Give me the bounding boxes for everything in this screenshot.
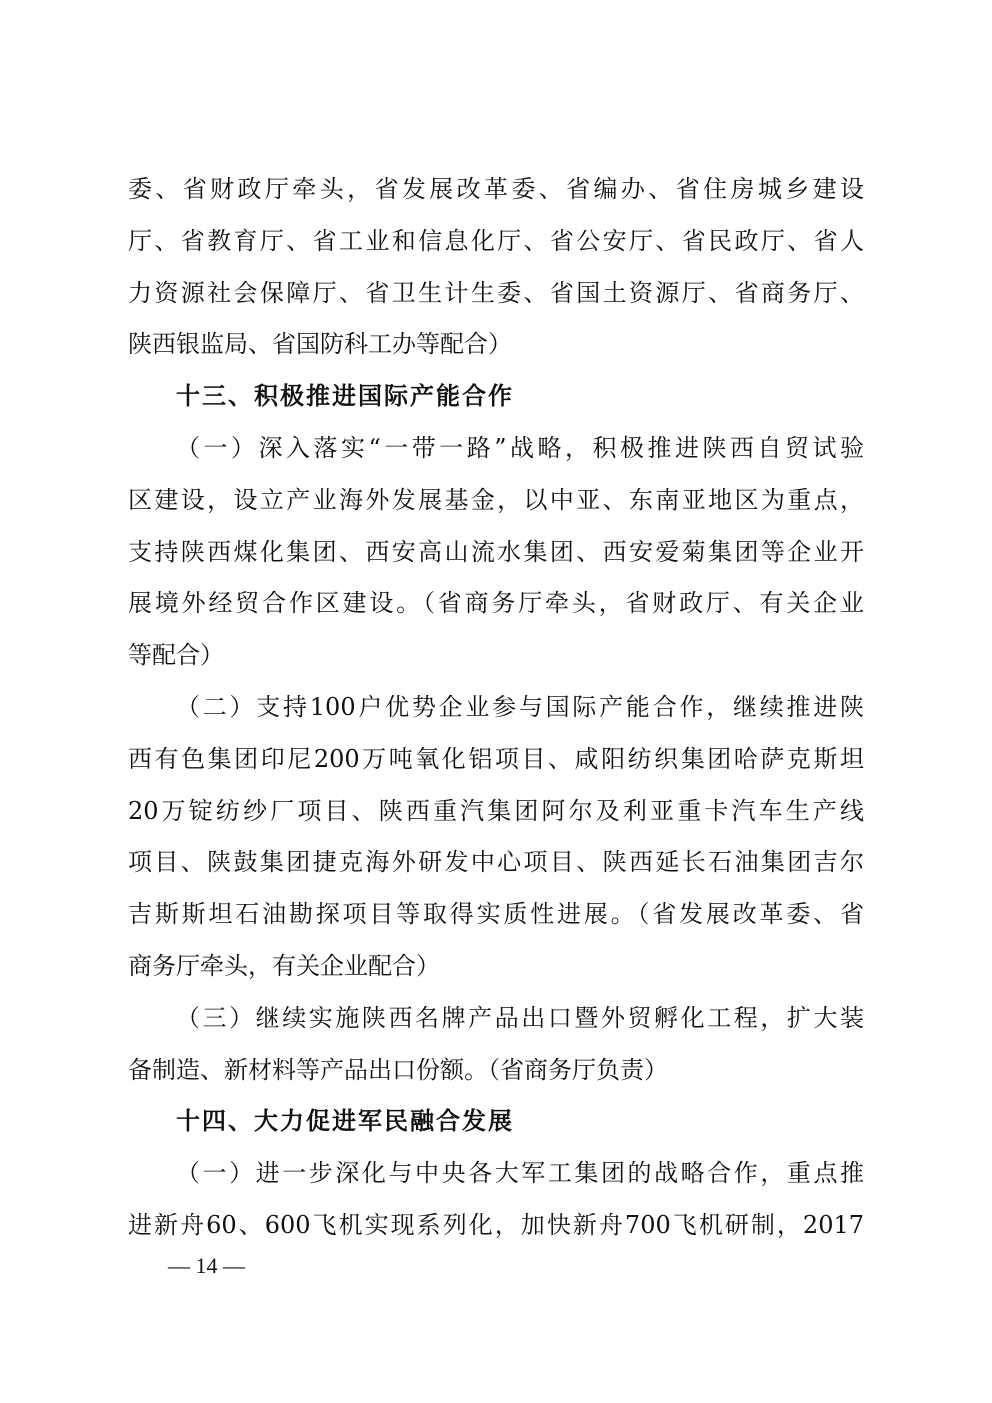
paragraph-line: 吉斯斯坦石油勘探项目等取得实质性进展。（省发展改革委、省 [128,900,864,929]
paragraph-line: 陕西银监局、省国防科工办等配合） [128,330,512,359]
paragraph-line: 委、省财政厅牵头，省发展改革委、省编办、省住房城乡建设 [128,175,864,203]
paragraph-line: 力资源社会保障厅、省卫生计生委、省国土资源厅、省商务厅、 [128,278,864,307]
paragraph-line: 西有色集团印尼200万吨氧化铝项目、咸阳纺织集团哈萨克斯坦 [128,744,864,773]
paragraph-line: 备制造、新材料等产品出口份额。（省商务厅负责） [128,1055,668,1084]
section-heading: 十四、大力促进军民融合发展 [176,1107,514,1136]
paragraph-line: 商务厅牵头，有关企业配合） [128,951,440,980]
paragraph-line: （三）继续实施陕西名牌产品出口暨外贸孵化工程，扩大装 [176,1003,864,1032]
section-heading: 十三、积极推进国际产能合作 [176,382,514,411]
paragraph-line: 展境外经贸合作区建设。（省商务厅牵头，省财政厅、有关企业 [128,589,864,618]
paragraph-line: （二）支持100户优势企业参与国际产能合作，继续推进陕 [176,692,864,721]
paragraph-line: 支持陕西煤化集团、西安高山流水集团、西安爱菊集团等企业开 [128,537,864,566]
paragraph-line: 进新舟60、600飞机实现系列化，加快新舟700飞机研制，2017 [128,1210,864,1239]
paragraph-line: （一）深入落实“一带一路”战略，积极推进陕西自贸试验 [176,433,864,462]
paragraph-line: 项目、陕鼓集团捷克海外研发中心项目、陕西延长石油集团吉尔 [128,848,864,877]
body-text [128,164,864,1252]
paragraph-line: （一）进一步深化与中央各大军工集团的战略合作，重点推 [176,1159,864,1188]
page-number: — 14 — [168,1253,245,1278]
paragraph-line: 厅、省教育厅、省工业和信息化厅、省公安厅、省民政厅、省人 [128,226,864,255]
paragraph-line: 20万锭纺纱厂项目、陕西重汽集团阿尔及利亚重卡汽车生产线 [128,796,864,825]
paragraph-line: 区建设，设立产业海外发展基金，以中亚、东南亚地区为重点， [128,485,864,514]
paragraph-line: 等配合） [128,641,224,670]
